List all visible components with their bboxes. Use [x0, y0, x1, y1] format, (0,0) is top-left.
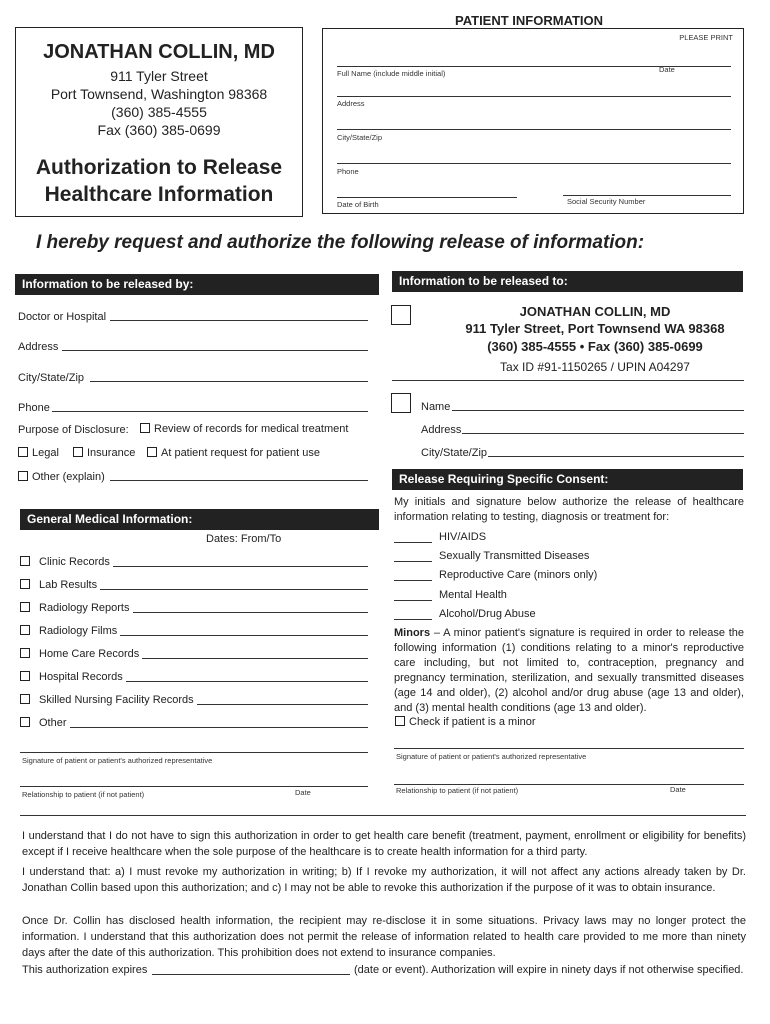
purpose-insurance-checkbox[interactable]	[73, 447, 83, 457]
right-relationship-label: Relationship to patient (if not patient)	[396, 786, 519, 795]
specific-consent-header: Release Requiring Specific Consent:	[392, 469, 743, 490]
practice-phone: (360) 385-4555	[111, 104, 207, 120]
consent-initials-field[interactable]	[394, 606, 432, 619]
purpose-review-label: Review of records for medical treatment	[154, 423, 349, 435]
right-relationship-line	[394, 784, 744, 785]
footer-paragraph-3: Once Dr. Collin has disclosed health information, the recipient may re-disclose it in some situations. Privacy laws may no longer protect the information. I understand that this authorization does not permit the release of information related to health care provided to me more than ninety days after the date of this authorization. This prohibition does not extend to insurance companies.	[22, 915, 746, 959]
consent-initials-line	[394, 542, 432, 543]
right-date-label: Date	[670, 785, 686, 794]
practice-box	[15, 27, 303, 217]
please-print-label: PLEASE PRINT	[679, 33, 733, 42]
general-record-row[interactable]	[20, 648, 139, 660]
minors-label: Minors	[394, 627, 431, 639]
full-name-field[interactable]	[337, 53, 647, 67]
released-to-address-line	[462, 433, 744, 434]
consent-initials-field[interactable]	[394, 567, 432, 580]
general-record-label: Home Care Records	[39, 648, 140, 660]
released-by-phone-line	[52, 411, 368, 412]
left-relationship-line	[20, 786, 368, 787]
released-by-city-field[interactable]	[92, 367, 366, 381]
patient-info-box	[322, 28, 744, 214]
form-title-line2: Healthcare Information	[44, 183, 274, 206]
general-record-label: Radiology Films	[39, 625, 118, 637]
city-state-zip-line	[337, 129, 731, 130]
released-to-header: Information to be released to:	[392, 271, 743, 292]
general-record-line	[142, 658, 368, 659]
general-record-line	[126, 681, 368, 682]
general-record-label: Skilled Nursing Facility Records	[39, 694, 194, 706]
city-state-zip-field[interactable]	[337, 115, 731, 129]
general-record-dates-field[interactable]	[144, 645, 366, 658]
released-to-practice-street: 911 Tyler Street, Port Townsend WA 98368	[465, 321, 725, 336]
dob-label: Date of Birth	[337, 200, 379, 209]
general-record-label: Radiology Reports	[39, 602, 130, 614]
purpose-review-checkbox[interactable]	[140, 423, 150, 433]
address-line	[337, 96, 731, 97]
general-record-label: Other	[39, 717, 67, 729]
general-record-dates-field[interactable]	[122, 622, 366, 635]
practice-name: JONATHAN COLLIN, MD	[43, 41, 275, 63]
released-to-other-checkbox[interactable]	[391, 393, 411, 413]
consent-item-label: Mental Health	[439, 589, 507, 601]
released-by-phone-label: Phone	[18, 402, 50, 414]
released-to-tax-id: Tax ID #91-1150265 / UPIN A04297	[500, 360, 690, 374]
footer-divider	[20, 815, 746, 816]
general-record-checkbox[interactable]	[20, 556, 30, 566]
consent-initials-line	[394, 580, 432, 581]
general-record-checkbox[interactable]	[20, 648, 30, 658]
released-by-address-line	[62, 350, 368, 351]
purpose-other-option[interactable]	[18, 471, 105, 483]
general-record-row[interactable]	[20, 602, 130, 614]
general-record-checkbox[interactable]	[20, 625, 30, 635]
purpose-patient-request-option[interactable]	[147, 447, 320, 459]
general-record-line	[197, 704, 368, 705]
general-record-checkbox[interactable]	[20, 717, 30, 727]
purpose-legal-label: Legal	[32, 447, 59, 459]
minor-checkbox[interactable]	[395, 716, 405, 726]
released-to-city-label: City/State/Zip	[421, 447, 488, 459]
general-record-row[interactable]	[20, 556, 110, 568]
released-by-address-label: Address	[18, 341, 59, 353]
released-by-header: Information to be released by:	[15, 274, 379, 295]
consent-item-label: Reproductive Care (minors only)	[439, 569, 598, 581]
purpose-insurance-option[interactable]	[73, 447, 135, 459]
doctor-hospital-field[interactable]	[112, 306, 366, 320]
released-to-city-field[interactable]	[490, 442, 742, 456]
released-to-address-field[interactable]	[464, 419, 742, 433]
general-record-line	[113, 566, 368, 567]
general-record-checkbox[interactable]	[20, 602, 30, 612]
general-record-dates-field[interactable]	[199, 691, 366, 704]
purpose-other-checkbox[interactable]	[18, 471, 28, 481]
purpose-patient-request-label: At patient request for patient use	[161, 447, 320, 459]
consent-item-label: HIV/AIDS	[439, 531, 487, 543]
consent-initials-field[interactable]	[394, 529, 432, 542]
footer-paragraph-2: I understand that: a) I must revoke my authorization in writing; b) If I revoke my authorization, it will not affect any actions already taken by Dr. Jonathan Collin based upon this authorization; and c) I may not be able to revoke this authorization if the purpose of it was to obtain insurance.	[22, 866, 746, 894]
consent-initials-line	[394, 600, 432, 601]
left-signature-label: Signature of patient or patient's authorized representative	[22, 756, 213, 765]
dob-field[interactable]	[337, 183, 517, 197]
purpose-insurance-label: Insurance	[87, 447, 136, 459]
general-record-line	[133, 612, 369, 613]
purpose-patient-request-checkbox[interactable]	[147, 447, 157, 457]
specific-consent-intro: My initials and signature below authorize the release of healthcare information relating to testing, diagnosis or treatment for:	[394, 496, 744, 523]
consent-item-label: Alcohol/Drug Abuse	[439, 608, 536, 620]
purpose-other-field[interactable]	[112, 466, 366, 480]
left-signature-line	[20, 752, 368, 753]
practice-fax: Fax (360) 385-0699	[97, 122, 221, 138]
address-label: Address	[337, 99, 365, 108]
general-record-checkbox[interactable]	[20, 671, 30, 681]
general-record-checkbox[interactable]	[20, 694, 30, 704]
city-state-zip-label: City/State/Zip	[337, 133, 383, 142]
doctor-hospital-line	[110, 320, 368, 321]
general-record-label: Clinic Records	[39, 556, 110, 568]
purpose-other-label: Other (explain)	[32, 471, 105, 483]
form-title-line1: Authorization to Release	[35, 156, 283, 179]
phone-line	[337, 163, 731, 164]
general-record-line	[120, 635, 368, 636]
expires-tail: (date or event). Authorization will expire in ninety days if not otherwise specified.	[354, 964, 744, 976]
expires-field[interactable]	[154, 960, 348, 974]
released-to-collin-checkbox[interactable]	[391, 305, 411, 325]
released-to-practice-name: JONATHAN COLLIN, MD	[519, 304, 671, 319]
doctor-hospital-label: Doctor or Hospital	[18, 311, 107, 323]
general-record-dates-field[interactable]	[102, 576, 366, 589]
practice-city: Port Townsend, Washington 98368	[50, 86, 268, 102]
right-signature-line	[394, 748, 744, 749]
general-record-label: Hospital Records	[39, 671, 123, 683]
released-to-name-field[interactable]	[454, 396, 742, 410]
released-to-name-line	[452, 410, 744, 411]
released-to-address-label: Address	[421, 424, 462, 436]
general-record-row[interactable]	[20, 671, 123, 683]
purpose-legal-checkbox[interactable]	[18, 447, 28, 457]
consent-item-label: Sexually Transmitted Diseases	[439, 550, 590, 562]
purpose-review-option[interactable]	[140, 423, 348, 435]
general-record-dates-field[interactable]	[72, 714, 366, 727]
released-to-name-label: Name	[421, 401, 451, 413]
right-signature-label: Signature of patient or patient's authorized representative	[396, 752, 587, 761]
minors-paragraph	[394, 626, 744, 716]
expires-label: This authorization expires	[22, 964, 148, 976]
general-record-dates-field[interactable]	[115, 553, 366, 566]
dob-line	[337, 197, 517, 198]
minor-check-option[interactable]	[395, 716, 536, 728]
expires-line	[152, 974, 350, 975]
released-by-city-label: City/State/Zip	[18, 372, 85, 384]
consent-initials-field[interactable]	[394, 548, 432, 561]
ssn-label: Social Security Number	[567, 197, 646, 206]
general-record-row[interactable]	[20, 717, 67, 729]
general-info-header: General Medical Information:	[20, 509, 379, 530]
full-name-label: Full Name (include middle initial)	[337, 69, 446, 78]
released-to-city-line	[488, 456, 744, 457]
released-by-address-field[interactable]	[64, 336, 366, 350]
consent-initials-line	[394, 561, 432, 562]
minors-text: – A minor patient's signature is required in order to release the following information (1) conditions relating to a minor's reproductive care including, but not limited to, contraception, pregnancy and pregnancy termination, sterilization, and sexually transmitted diseases (age 14 and older), (2) alcohol and/or drug abuse (age 13 and older), and (3) mental health conditions (age 13 and older).	[394, 627, 744, 714]
purpose-other-line	[110, 480, 368, 481]
practice-street: 911 Tyler Street	[110, 68, 208, 84]
consent-initials-field[interactable]	[394, 587, 432, 600]
general-record-row[interactable]	[20, 579, 97, 591]
general-record-line	[100, 589, 368, 590]
patient-date-label: Date	[659, 65, 675, 74]
general-record-row[interactable]	[20, 694, 194, 706]
patient-info-heading: PATIENT INFORMATION	[455, 13, 604, 28]
released-by-phone-field[interactable]	[54, 397, 366, 411]
released-to-practice-phones: (360) 385-4555 • Fax (360) 385-0699	[487, 339, 703, 354]
purpose-label: Purpose of Disclosure:	[18, 424, 129, 436]
minor-check-label: Check if patient is a minor	[409, 716, 536, 728]
purpose-legal-option[interactable]	[18, 447, 59, 459]
general-record-dates-field[interactable]	[128, 668, 366, 681]
general-record-checkbox[interactable]	[20, 579, 30, 589]
dates-from-to-label: Dates: From/To	[206, 533, 282, 545]
address-field[interactable]	[337, 82, 731, 96]
general-record-label: Lab Results	[39, 579, 98, 591]
consent-initials-line	[394, 619, 432, 620]
phone-field[interactable]	[337, 149, 731, 163]
ssn-line	[563, 195, 731, 196]
left-date-label: Date	[295, 788, 311, 797]
left-relationship-label: Relationship to patient (if not patient)	[22, 790, 145, 799]
general-record-row[interactable]	[20, 625, 117, 637]
footer-paragraph-1: I understand that I do not have to sign this authorization in order to get health care benefit (treatment, payment, enrollment or eligibility for benefits) except if I receive healthcare when the sole purpose of the healthcare is to create health information for a third party.	[22, 830, 746, 858]
general-record-dates-field[interactable]	[135, 599, 367, 612]
request-heading: I hereby request and authorize the following release of information:	[36, 232, 645, 253]
general-record-line	[70, 727, 368, 728]
released-to-divider	[392, 380, 744, 381]
released-by-city-line	[90, 381, 368, 382]
phone-label: Phone	[337, 167, 359, 176]
